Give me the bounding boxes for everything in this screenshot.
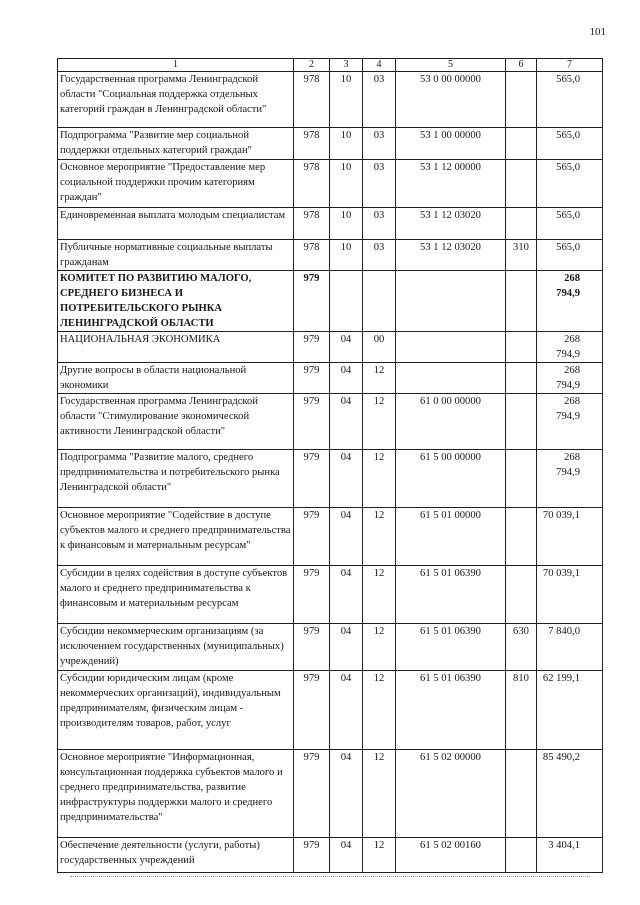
row-name-cell: Субсидии некоммерческим организациям (за исключением государственных (муниципальных) учреждений) [58,624,294,671]
table-row [58,271,603,332]
table-row [58,240,603,271]
row-podrazdel-cell: 03 [363,72,396,128]
budget-table [57,58,603,873]
row-podrazdel-cell: 12 [363,566,396,624]
row-name-cell: Подпрограмма "Развитие мер социальной поддержки отдельных категорий граждан" [58,128,294,160]
row-vedomstvo-cell: 979 [294,566,330,624]
header-col-7: 7 [537,59,603,72]
row-vr-cell [506,128,537,160]
row-razdel-cell: 10 [330,240,363,271]
row-podrazdel-cell: 03 [363,208,396,240]
row-vedomstvo-cell: 979 [294,508,330,566]
row-vedomstvo-cell: 979 [294,394,330,450]
row-podrazdel-cell: 12 [363,508,396,566]
row-sum-cell: 70 039,1 [537,566,603,624]
table-row [58,624,603,671]
table-header-row [58,59,603,72]
row-podrazdel-cell: 03 [363,128,396,160]
table-row [58,363,603,394]
row-podrazdel-cell: 12 [363,624,396,671]
table-row [58,750,603,838]
row-sum-cell: 70 039,1 [537,508,603,566]
header-col-4: 4 [363,59,396,72]
row-vedomstvo-cell: 978 [294,72,330,128]
row-sum-cell: 62 199,1 [537,671,603,750]
header-col-5: 5 [396,59,506,72]
row-razdel-cell: 10 [330,72,363,128]
table-row [58,128,603,160]
row-vr-cell: 630 [506,624,537,671]
row-vr-cell [506,332,537,363]
header-col-2: 2 [294,59,330,72]
row-sum-cell: 565,0 [537,240,603,271]
budget-table-container [57,58,602,873]
row-razdel-cell: 04 [330,624,363,671]
row-razdel-cell: 04 [330,450,363,508]
row-vedomstvo-cell: 979 [294,363,330,394]
row-vedomstvo-cell: 979 [294,271,330,332]
row-razdel-cell: 04 [330,394,363,450]
row-razdel-cell: 04 [330,671,363,750]
row-sum-cell: 565,0 [537,208,603,240]
row-vr-cell [506,450,537,508]
row-podrazdel-cell [363,271,396,332]
row-vedomstvo-cell: 979 [294,332,330,363]
row-razdel-cell: 10 [330,208,363,240]
row-name-cell: Основное мероприятие "Содействие в доступе субъектов малого и среднего предпринимательства к финансовым и материальным ресурсам" [58,508,294,566]
row-vr-cell [506,750,537,838]
row-name-cell: Публичные нормативные социальные выплаты гражданам [58,240,294,271]
page-bottom-rule [70,876,590,877]
table-row [58,208,603,240]
row-sum-cell: 268 794,9 [537,394,603,450]
table-row [58,394,603,450]
row-name-cell: КОМИТЕТ ПО РАЗВИТИЮ МАЛОГО, СРЕДНЕГО БИЗНЕСА И ПОТРЕБИТЕЛЬСКОГО РЫНКА ЛЕНИНГРАДСКОЙ ОБЛАСТИ [58,271,294,332]
row-vedomstvo-cell: 979 [294,624,330,671]
row-name-cell: Единовременная выплата молодым специалистам [58,208,294,240]
table-row [58,450,603,508]
row-podrazdel-cell: 12 [363,838,396,873]
row-podrazdel-cell: 03 [363,160,396,208]
row-csr-cell: 61 5 00 00000 [396,450,506,508]
row-sum-cell: 3 404,1 [537,838,603,873]
row-razdel-cell: 04 [330,508,363,566]
row-name-cell: Основное мероприятие "Предоставление мер социальной поддержки прочим категориям граждан" [58,160,294,208]
table-row [58,566,603,624]
row-vedomstvo-cell: 979 [294,838,330,873]
row-vr-cell [506,508,537,566]
row-razdel-cell: 04 [330,332,363,363]
row-vedomstvo-cell: 979 [294,450,330,508]
row-vr-cell: 810 [506,671,537,750]
row-vr-cell [506,394,537,450]
row-name-cell: Подпрограмма "Развитие малого, среднего предпринимательства и потребительского рынка Ленинградской области" [58,450,294,508]
header-col-6: 6 [506,59,537,72]
row-sum-cell: 565,0 [537,160,603,208]
row-sum-cell: 565,0 [537,72,603,128]
row-sum-cell: 268 794,9 [537,332,603,363]
row-name-cell: Субсидии в целях содействия в доступе субъектов малого и среднего предпринимательства к финансовым и материальным ресурсам [58,566,294,624]
row-vedomstvo-cell: 978 [294,160,330,208]
row-csr-cell [396,271,506,332]
row-vr-cell [506,208,537,240]
row-csr-cell: 61 0 00 00000 [396,394,506,450]
table-row [58,160,603,208]
row-vr-cell [506,566,537,624]
row-razdel-cell: 04 [330,838,363,873]
row-razdel-cell: 04 [330,750,363,838]
row-csr-cell: 61 5 02 00000 [396,750,506,838]
row-vr-cell [506,838,537,873]
row-name-cell: НАЦИОНАЛЬНАЯ ЭКОНОМИКА [58,332,294,363]
row-podrazdel-cell: 00 [363,332,396,363]
row-podrazdel-cell: 03 [363,240,396,271]
row-razdel-cell: 10 [330,160,363,208]
row-sum-cell: 565,0 [537,128,603,160]
row-vedomstvo-cell: 978 [294,240,330,271]
page-number: 101 [589,26,606,38]
row-name-cell: Другие вопросы в области национальной экономики [58,363,294,394]
row-csr-cell: 53 1 12 03020 [396,240,506,271]
row-sum-cell: 268 794,9 [537,363,603,394]
row-csr-cell [396,363,506,394]
row-razdel-cell [330,271,363,332]
row-name-cell: Основное мероприятие "Информационная, консультационная поддержка субъектов малого и среднего предпринимательства, развитие инфраструктуры поддержки малого и среднего предпринимательства" [58,750,294,838]
row-csr-cell: 53 1 12 03020 [396,208,506,240]
row-csr-cell: 53 0 00 00000 [396,72,506,128]
row-name-cell: Субсидии юридическим лицам (кроме некоммерческих организаций), индивидуальным предпринимателям, физическим лицам - производителям товаров, работ, услуг [58,671,294,750]
row-csr-cell [396,332,506,363]
row-razdel-cell: 04 [330,566,363,624]
table-row [58,332,603,363]
row-csr-cell: 53 1 12 00000 [396,160,506,208]
table-row [58,72,603,128]
row-vr-cell: 310 [506,240,537,271]
table-row [58,508,603,566]
row-name-cell: Государственная программа Ленинградской области "Стимулирование экономической активности Ленинградской области" [58,394,294,450]
row-vr-cell [506,72,537,128]
row-name-cell: Государственная программа Ленинградской области "Социальная поддержка отдельных категорий граждан в Ленинградской области" [58,72,294,128]
header-col-3: 3 [330,59,363,72]
header-col-1: 1 [58,59,294,72]
row-podrazdel-cell: 12 [363,750,396,838]
table-row [58,671,603,750]
row-vedomstvo-cell: 978 [294,128,330,160]
row-razdel-cell: 04 [330,363,363,394]
row-sum-cell: 268 794,9 [537,450,603,508]
row-vedomstvo-cell: 979 [294,750,330,838]
row-csr-cell: 53 1 00 00000 [396,128,506,160]
row-vr-cell [506,363,537,394]
row-vr-cell [506,271,537,332]
table-row [58,838,603,873]
row-name-cell: Обеспечение деятельности (услуги, работы) государственных учреждений [58,838,294,873]
row-sum-cell: 7 840,0 [537,624,603,671]
row-razdel-cell: 10 [330,128,363,160]
row-csr-cell: 61 5 01 06390 [396,671,506,750]
row-vr-cell [506,160,537,208]
row-vedomstvo-cell: 979 [294,671,330,750]
row-vedomstvo-cell: 978 [294,208,330,240]
row-podrazdel-cell: 12 [363,394,396,450]
row-podrazdel-cell: 12 [363,671,396,750]
row-csr-cell: 61 5 01 06390 [396,566,506,624]
row-sum-cell: 85 490,2 [537,750,603,838]
row-sum-cell: 268 794,9 [537,271,603,332]
row-podrazdel-cell: 12 [363,363,396,394]
row-csr-cell: 61 5 01 06390 [396,624,506,671]
row-podrazdel-cell: 12 [363,450,396,508]
row-csr-cell: 61 5 02 00160 [396,838,506,873]
row-csr-cell: 61 5 01 00000 [396,508,506,566]
